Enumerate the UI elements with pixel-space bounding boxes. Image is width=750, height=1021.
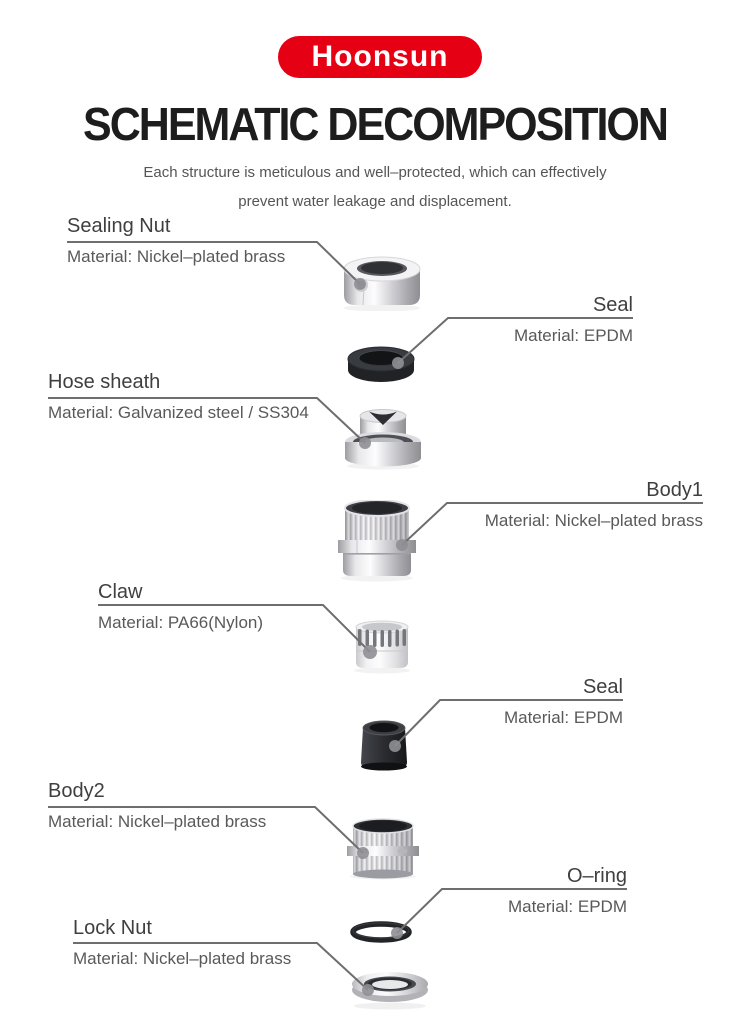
brand-logo-text: Hoonsun bbox=[311, 40, 449, 73]
page-title: SCHEMATIC DECOMPOSITION bbox=[83, 99, 667, 151]
part-label-claw bbox=[98, 581, 263, 633]
part-label-body1 bbox=[485, 479, 703, 531]
part-name: O–ring bbox=[566, 865, 627, 887]
part-name: Body1 bbox=[646, 479, 703, 501]
part-material: Material: Nickel–plated brass bbox=[48, 812, 267, 831]
part-label-seal-1 bbox=[514, 294, 633, 346]
page-subtitle bbox=[0, 158, 750, 216]
o-ring-image bbox=[348, 920, 414, 949]
sealing-nut-image bbox=[337, 253, 427, 316]
hose-sheath-image bbox=[343, 408, 423, 475]
part-material: Material: EPDM bbox=[507, 897, 627, 916]
body1-image bbox=[335, 500, 419, 587]
part-label-o-ring bbox=[508, 865, 627, 917]
seal-ring-image bbox=[346, 344, 416, 389]
subtitle-line-1: Each structure is meticulous and well–protected, which can effectively bbox=[143, 164, 607, 181]
part-name: Sealing Nut bbox=[67, 215, 171, 237]
part-name: Seal bbox=[582, 676, 623, 698]
part-material: Material: Galvanized steel / SS304 bbox=[48, 403, 309, 422]
claw-image bbox=[350, 618, 414, 679]
part-label-body2 bbox=[48, 780, 266, 832]
part-name: Lock Nut bbox=[73, 917, 152, 939]
part-material: Material: EPDM bbox=[513, 326, 633, 345]
seal-sleeve-image bbox=[356, 718, 412, 777]
brand-logo bbox=[278, 36, 482, 78]
lock-nut-image bbox=[348, 968, 432, 1017]
part-name: Body2 bbox=[48, 780, 105, 802]
part-material: Material: PA66(Nylon) bbox=[98, 613, 264, 632]
part-label-seal-2 bbox=[504, 676, 623, 728]
part-name: Seal bbox=[592, 294, 633, 316]
part-label-sealing-nut bbox=[67, 215, 285, 267]
part-material: Material: Nickel–plated brass bbox=[484, 511, 703, 530]
part-name: Claw bbox=[98, 581, 143, 603]
part-material: Material: Nickel–plated brass bbox=[67, 247, 286, 266]
body2-image bbox=[346, 818, 420, 885]
part-label-lock-nut bbox=[73, 917, 291, 969]
part-material: Material: EPDM bbox=[503, 708, 623, 727]
part-name: Hose sheath bbox=[48, 371, 161, 393]
part-material: Material: Nickel–plated brass bbox=[73, 949, 292, 968]
subtitle-line-2: prevent water leakage and displacement. bbox=[238, 193, 512, 210]
part-label-hose-sheath bbox=[48, 371, 309, 423]
